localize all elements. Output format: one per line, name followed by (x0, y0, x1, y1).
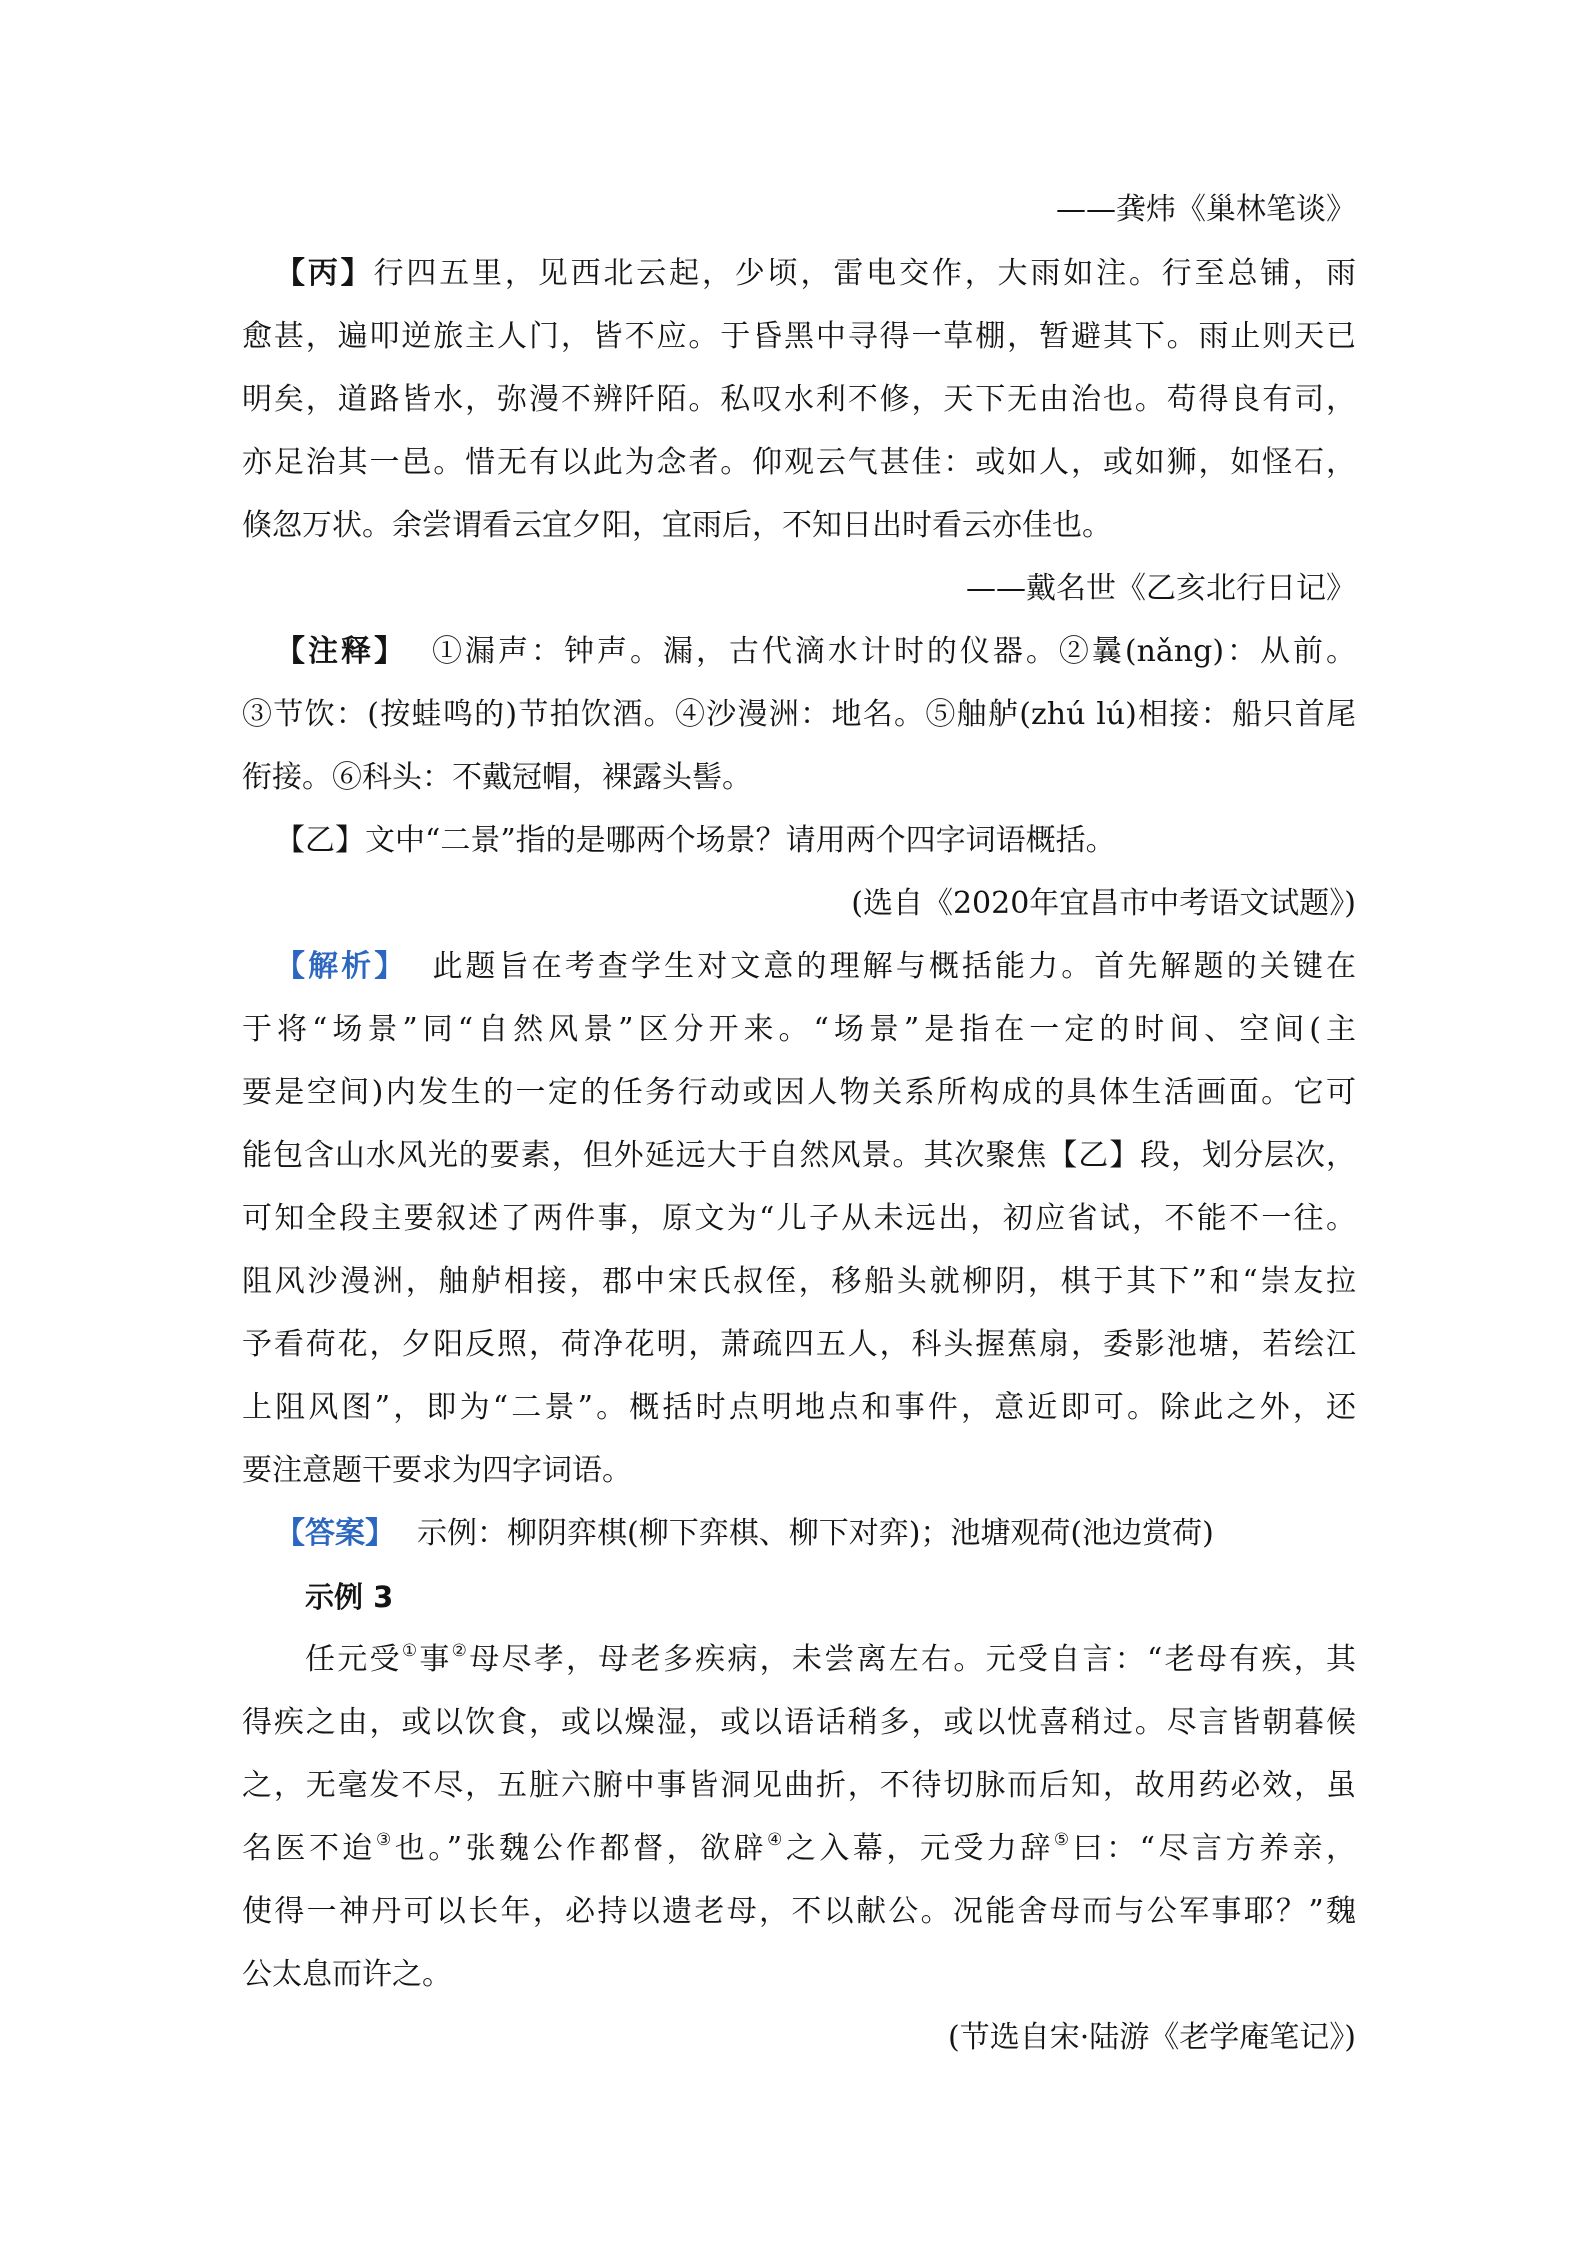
example-3-line-4: 名医不迨③也。”张魏公作都督，欲辟④之入幕，元受力辞⑤曰：“尽言方养亲， (242, 1830, 1356, 1866)
bing-line-3: 明矣，道路皆水，弥漫不辨阡陌。私叹水利不修，天下无由治也。苟得良有司， (242, 382, 1356, 417)
notes-line-1: 【注释】 ①漏声：钟声。漏，古代滴水计时的仪器。②曩(nǎng)：从前。 (275, 634, 1357, 669)
notes-label: 【注释】 (275, 634, 407, 669)
footnote-ref-3: ③ (376, 1830, 395, 1850)
analysis-line-3: 要是空间)内发生的一定的任务行动或因人物关系所构成的具体生活画面。它可 (242, 1075, 1356, 1110)
footnote-ref-5: ⑤ (1053, 1830, 1073, 1850)
example-3-source: (节选自宋·陆游《老学庵笔记》) (948, 2020, 1356, 2055)
analysis-line-1: 【解析】 此题旨在考查学生对文意的理解与概括能力。首先解题的关键在 (275, 949, 1356, 984)
notes-line-2: ③节饮：(按蛙鸣的)节拍饮酒。④沙漫洲：地名。⑤舳舻(zhú lú)相接：船只首尾 (242, 697, 1356, 732)
example-3-line-6: 公太息而许之。 (242, 1957, 452, 1992)
bing-line-5: 倏忽万状。余尝谓看云宜夕阳，宜雨后，不知日出时看云亦佳也。 (242, 508, 1112, 543)
answer-line (275, 1514, 1214, 1554)
analysis-line-6: 阻风沙漫洲，舳舻相接，郡中宋氏叔侄，移船头就柳阴，棋于其下”和“崇友拉 (242, 1264, 1356, 1299)
footnote-ref-2: ② (451, 1641, 470, 1661)
example-3-title: 示例 3 (305, 1580, 394, 1614)
example-3-line-2: 得疾之由，或以饮食，或以燥湿，或以语话稍多，或以忧喜稍过。尽言皆朝暮候 (242, 1705, 1356, 1740)
analysis-line-4: 能包含山水风光的要素，但外延远大于自然风景。其次聚焦【乙】段，划分层次， (242, 1138, 1356, 1173)
analysis-line-7: 予看荷花，夕阳反照，荷净花明，萧疏四五人，科头握蕉扇，委影池塘，若绘江 (242, 1327, 1356, 1362)
analysis-line-5: 可知全段主要叙述了两件事，原文为“儿子从未远出，初应省试，不能不一往。 (242, 1201, 1356, 1236)
analysis-line-2: 于将“场景”同“自然风景”区分开来。“场景”是指在一定的时间、空间(主 (242, 1012, 1356, 1047)
footnote-ref-1: ① (401, 1641, 420, 1661)
analysis-label: 【解析】 (275, 949, 408, 984)
bing-label: 【丙】 (275, 256, 374, 291)
answer-text: 示例：柳阴弈棋(柳下弈棋、柳下对弈)；池塘观荷(池边赏荷) (417, 1516, 1214, 1551)
question-source: (选自《2020年宜昌市中考语文试题》) (851, 886, 1356, 921)
bing-line-4: 亦足治其一邑。惜无有以此为念者。仰观云气甚佳：或如人，或如狮，如怪石， (242, 445, 1356, 480)
example-3-line-5: 使得一神丹可以长年，必持以遗老母，不以献公。况能舍母而与公军事耶？”魏 (242, 1894, 1356, 1929)
bing-line-2: 愈甚，遍叩逆旅主人门，皆不应。于昏黑中寻得一草棚，暂避其下。雨止则天已 (242, 319, 1356, 354)
notes-line-3: 衔接。⑥科头：不戴冠帽，裸露头髻。 (242, 760, 752, 795)
analysis-line-8: 上阻风图”，即为“二景”。概括时点明地点和事件，意近即可。除此之外，还 (242, 1390, 1356, 1425)
question-text: 【乙】文中“二景”指的是哪两个场景？请用两个四字词语概括。 (275, 823, 1116, 858)
answer-label: 【答案】 (275, 1516, 395, 1551)
footnote-ref-4: ④ (767, 1830, 786, 1850)
bing-source: ——戴名世《乙亥北行日记》 (966, 571, 1356, 606)
analysis-line-9: 要注意题干要求为四字词语。 (242, 1453, 632, 1488)
example-3-line-3: 之，无毫发不尽，五脏六腑中事皆洞见曲折，不待切脉而后知，故用药必效，虽 (242, 1768, 1356, 1803)
source-a: ——龚炜《巢林笔谈》 (1056, 192, 1356, 227)
bing-line-1: 【丙】行四五里，见西北云起，少顷，雷电交作，大雨如注。行至总铺，雨 (275, 256, 1356, 291)
example-3-line-1: 任元受①事②母尽孝，母老多疾病，未尝离左右。元受自言：“老母有疾，其 (305, 1641, 1357, 1677)
